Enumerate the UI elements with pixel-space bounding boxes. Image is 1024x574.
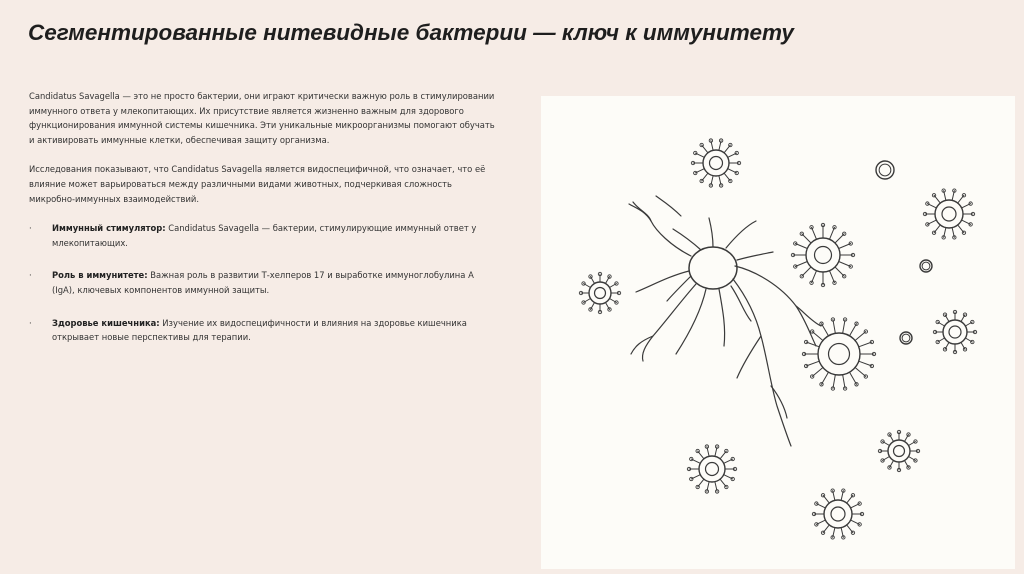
- immune-cell-icon: [923, 189, 974, 239]
- bullet-text: Важная роль в развитии Т-хелперов 17 и выработке иммуноглобулина А (IgA), ключевых компонентов иммунной защиты.: [52, 270, 474, 295]
- small-cell-icon: [920, 260, 932, 272]
- bullet-marker: ·: [29, 317, 32, 328]
- intro-paragraph: Candidatus Savagella — это не просто бактерии, они играют критически важную роль в стимулировании иммунного ответа у млекопитающих. Их присутствие является жизненно важным для здорового функционирования иммунной системы кишечника. Эти уникальные микроорганизмы помогают обучать и активировать иммунные клетки, обеспечивая защиту организма.: [29, 91, 495, 145]
- immune-cell-icon: [812, 489, 863, 539]
- bullet-item-immune-stimulator: [29, 221, 499, 250]
- small-cell-icon: [900, 332, 912, 344]
- dendritic-cell-body: [689, 247, 737, 289]
- immune-cell-icon: [791, 223, 854, 286]
- immune-cell-icon: [802, 318, 875, 390]
- slide-body: [29, 89, 499, 363]
- bullet-marker: ·: [29, 223, 32, 234]
- slide-title: Сегментированные нитевидные бактерии — ключ к иммунитету: [28, 20, 794, 45]
- immune-cell-icon: [687, 445, 736, 493]
- immune-cell-icon: [933, 310, 976, 353]
- bullet-list: [29, 221, 499, 345]
- bullet-text: Изучение их видоспецифичности и влияния на здоровье кишечника открывает новые перспективы для терапии.: [52, 317, 467, 343]
- immune-cells-illustration: [541, 96, 1015, 569]
- immune-cells-sketch-icon: [541, 96, 1015, 569]
- bullet-term: Иммунный стимулятор:: [52, 223, 166, 234]
- small-cell-icon: [876, 161, 894, 179]
- research-paragraph: Исследования показывают, что Candidatus Savagella является видоспецифичной, что означает, что её влияние может варьироваться между различными видами животных, подчеркивая сложность микробно-иммунных взаимодействий.: [29, 164, 486, 204]
- bullet-text: Candidatus Savagella — бактерии, стимулирующие иммунный ответ у млекопитающих.: [52, 223, 477, 248]
- immune-cell-icon: [691, 139, 740, 187]
- bullet-term: Роль в иммунитете:: [52, 270, 148, 281]
- bullet-term: Здоровье кишечника:: [52, 317, 160, 328]
- immune-cell-icon: [579, 272, 620, 313]
- bullet-item-gut-health: [29, 316, 499, 345]
- immune-cell-icon: [878, 430, 919, 471]
- bullet-item-immunity-role: [29, 268, 499, 297]
- bullet-marker: ·: [29, 270, 32, 281]
